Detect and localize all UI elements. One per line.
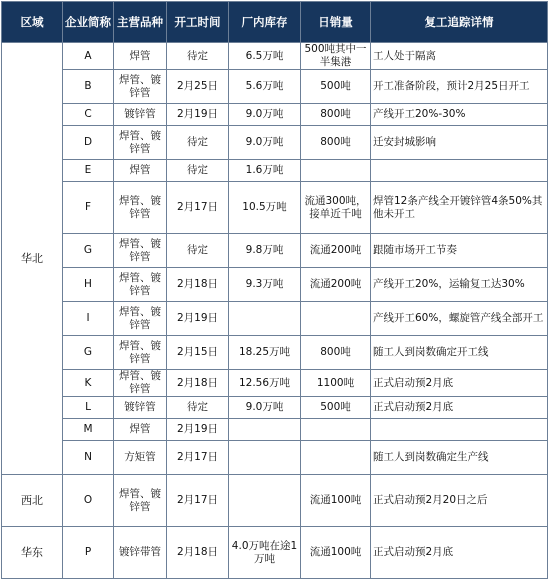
sales-cell: 500吨其中一半集港 bbox=[301, 43, 371, 70]
detail-cell: 产线开工20%-30% bbox=[371, 104, 548, 126]
header-company: 企业简称 bbox=[63, 2, 114, 43]
stock-cell bbox=[229, 419, 301, 441]
detail-cell: 产线开工20%，运输复工达30% bbox=[371, 268, 548, 302]
sales-cell bbox=[301, 302, 371, 336]
detail-cell: 迁安封城影响 bbox=[371, 126, 548, 160]
header-start-time: 开工时间 bbox=[167, 2, 229, 43]
stock-cell: 10.5万吨 bbox=[229, 182, 301, 234]
start-cell: 待定 bbox=[167, 126, 229, 160]
company-cell: A bbox=[63, 43, 114, 70]
company-cell: C bbox=[63, 104, 114, 126]
sales-cell: 1100吨 bbox=[301, 370, 371, 397]
company-cell: O bbox=[63, 475, 114, 527]
header-region: 区域 bbox=[2, 2, 63, 43]
table-row bbox=[2, 302, 548, 336]
detail-cell: 随工人到岗数确定开工线 bbox=[371, 336, 548, 370]
stock-cell: 9.0万吨 bbox=[229, 397, 301, 419]
table-row bbox=[2, 441, 548, 475]
sales-cell: 流通100吨 bbox=[301, 475, 371, 527]
header-stock: 厂内库存 bbox=[229, 2, 301, 43]
table-row bbox=[2, 268, 548, 302]
stock-cell bbox=[229, 441, 301, 475]
company-cell: B bbox=[63, 70, 114, 104]
company-cell: D bbox=[63, 126, 114, 160]
start-cell: 2月18日 bbox=[167, 527, 229, 579]
company-cell: E bbox=[63, 160, 114, 182]
start-cell: 待定 bbox=[167, 234, 229, 268]
start-cell: 待定 bbox=[167, 397, 229, 419]
company-cell: H bbox=[63, 268, 114, 302]
table-row bbox=[2, 126, 548, 160]
stock-cell bbox=[229, 475, 301, 527]
stock-cell: 4.0万吨在途1万吨 bbox=[229, 527, 301, 579]
table-row bbox=[2, 182, 548, 234]
region-cell: 华北 bbox=[2, 43, 63, 475]
detail-cell: 跟随市场开工节奏 bbox=[371, 234, 548, 268]
start-cell: 2月18日 bbox=[167, 268, 229, 302]
start-cell: 2月19日 bbox=[167, 104, 229, 126]
table-row bbox=[2, 70, 548, 104]
company-cell: F bbox=[63, 182, 114, 234]
stock-cell: 9.3万吨 bbox=[229, 268, 301, 302]
stock-cell: 1.6万吨 bbox=[229, 160, 301, 182]
sales-cell: 800吨 bbox=[301, 104, 371, 126]
sales-cell bbox=[301, 160, 371, 182]
stock-cell: 18.25万吨 bbox=[229, 336, 301, 370]
company-cell: P bbox=[63, 527, 114, 579]
detail-cell: 正式启动预2月底 bbox=[371, 527, 548, 579]
start-cell: 2月19日 bbox=[167, 419, 229, 441]
sales-cell bbox=[301, 441, 371, 475]
table-row bbox=[2, 475, 548, 527]
product-cell: 焊管、镀锌管 bbox=[114, 302, 167, 336]
detail-cell: 随工人到岗数确定生产线 bbox=[371, 441, 548, 475]
start-cell: 2月17日 bbox=[167, 182, 229, 234]
stock-cell: 12.56万吨 bbox=[229, 370, 301, 397]
product-cell: 镀锌管 bbox=[114, 397, 167, 419]
sales-cell: 流通300吨，接单近千吨 bbox=[301, 182, 371, 234]
product-cell: 焊管 bbox=[114, 43, 167, 70]
table-row bbox=[2, 160, 548, 182]
company-cell: G bbox=[63, 234, 114, 268]
table-row bbox=[2, 104, 548, 126]
product-cell: 方矩管 bbox=[114, 441, 167, 475]
start-cell: 2月19日 bbox=[167, 302, 229, 336]
detail-cell bbox=[371, 160, 548, 182]
sales-cell: 流通200吨 bbox=[301, 234, 371, 268]
detail-cell: 正式启动预2月底 bbox=[371, 370, 548, 397]
sales-cell: 流通100吨 bbox=[301, 527, 371, 579]
table-row bbox=[2, 370, 548, 397]
region-cell: 华东 bbox=[2, 527, 63, 579]
start-cell: 2月17日 bbox=[167, 441, 229, 475]
detail-cell: 焊管12条产线全开镀锌管4条50%其他未开工 bbox=[371, 182, 548, 234]
table-row bbox=[2, 43, 548, 70]
sales-cell bbox=[301, 419, 371, 441]
table-row bbox=[2, 527, 548, 579]
table-row bbox=[2, 234, 548, 268]
product-cell: 焊管、镀锌管 bbox=[114, 268, 167, 302]
detail-cell bbox=[371, 419, 548, 441]
sales-cell: 500吨 bbox=[301, 70, 371, 104]
detail-cell: 开工准备阶段，预计2月25日开工 bbox=[371, 70, 548, 104]
company-cell: G bbox=[63, 336, 114, 370]
start-cell: 待定 bbox=[167, 43, 229, 70]
company-cell: M bbox=[63, 419, 114, 441]
detail-cell: 工人处于隔离 bbox=[371, 43, 548, 70]
start-cell: 2月15日 bbox=[167, 336, 229, 370]
company-cell: L bbox=[63, 397, 114, 419]
sales-cell: 500吨 bbox=[301, 397, 371, 419]
resumption-table bbox=[1, 1, 548, 579]
table-row bbox=[2, 397, 548, 419]
product-cell: 焊管 bbox=[114, 419, 167, 441]
product-cell: 焊管、镀锌管 bbox=[114, 182, 167, 234]
header-row bbox=[2, 2, 548, 43]
detail-cell: 产线开工60%，螺旋管产线全部开工 bbox=[371, 302, 548, 336]
start-cell: 待定 bbox=[167, 160, 229, 182]
detail-cell: 正式启动预2月20日之后 bbox=[371, 475, 548, 527]
region-cell: 西北 bbox=[2, 475, 63, 527]
company-cell: N bbox=[63, 441, 114, 475]
company-cell: K bbox=[63, 370, 114, 397]
stock-cell: 9.8万吨 bbox=[229, 234, 301, 268]
header-product: 主营品种 bbox=[114, 2, 167, 43]
header-daily-sales: 日销量 bbox=[301, 2, 371, 43]
table-row bbox=[2, 336, 548, 370]
stock-cell: 5.6万吨 bbox=[229, 70, 301, 104]
product-cell: 焊管 bbox=[114, 160, 167, 182]
stock-cell: 6.5万吨 bbox=[229, 43, 301, 70]
header-detail: 复工追踪详情 bbox=[371, 2, 548, 43]
start-cell: 2月25日 bbox=[167, 70, 229, 104]
product-cell: 镀锌带管 bbox=[114, 527, 167, 579]
product-cell: 镀锌管 bbox=[114, 104, 167, 126]
product-cell: 焊管、镀锌管 bbox=[114, 370, 167, 397]
stock-cell bbox=[229, 302, 301, 336]
product-cell: 焊管、镀锌管 bbox=[114, 336, 167, 370]
product-cell: 焊管、镀锌管 bbox=[114, 70, 167, 104]
product-cell: 焊管、镀锌管 bbox=[114, 126, 167, 160]
start-cell: 2月17日 bbox=[167, 475, 229, 527]
start-cell: 2月18日 bbox=[167, 370, 229, 397]
stock-cell: 9.0万吨 bbox=[229, 126, 301, 160]
table-row bbox=[2, 419, 548, 441]
product-cell: 焊管、镀锌管 bbox=[114, 475, 167, 527]
sales-cell: 流通200吨 bbox=[301, 268, 371, 302]
company-cell: I bbox=[63, 302, 114, 336]
detail-cell: 正式启动预2月底 bbox=[371, 397, 548, 419]
sales-cell: 800吨 bbox=[301, 126, 371, 160]
sales-cell: 800吨 bbox=[301, 336, 371, 370]
product-cell: 焊管、镀锌管 bbox=[114, 234, 167, 268]
stock-cell: 9.0万吨 bbox=[229, 104, 301, 126]
